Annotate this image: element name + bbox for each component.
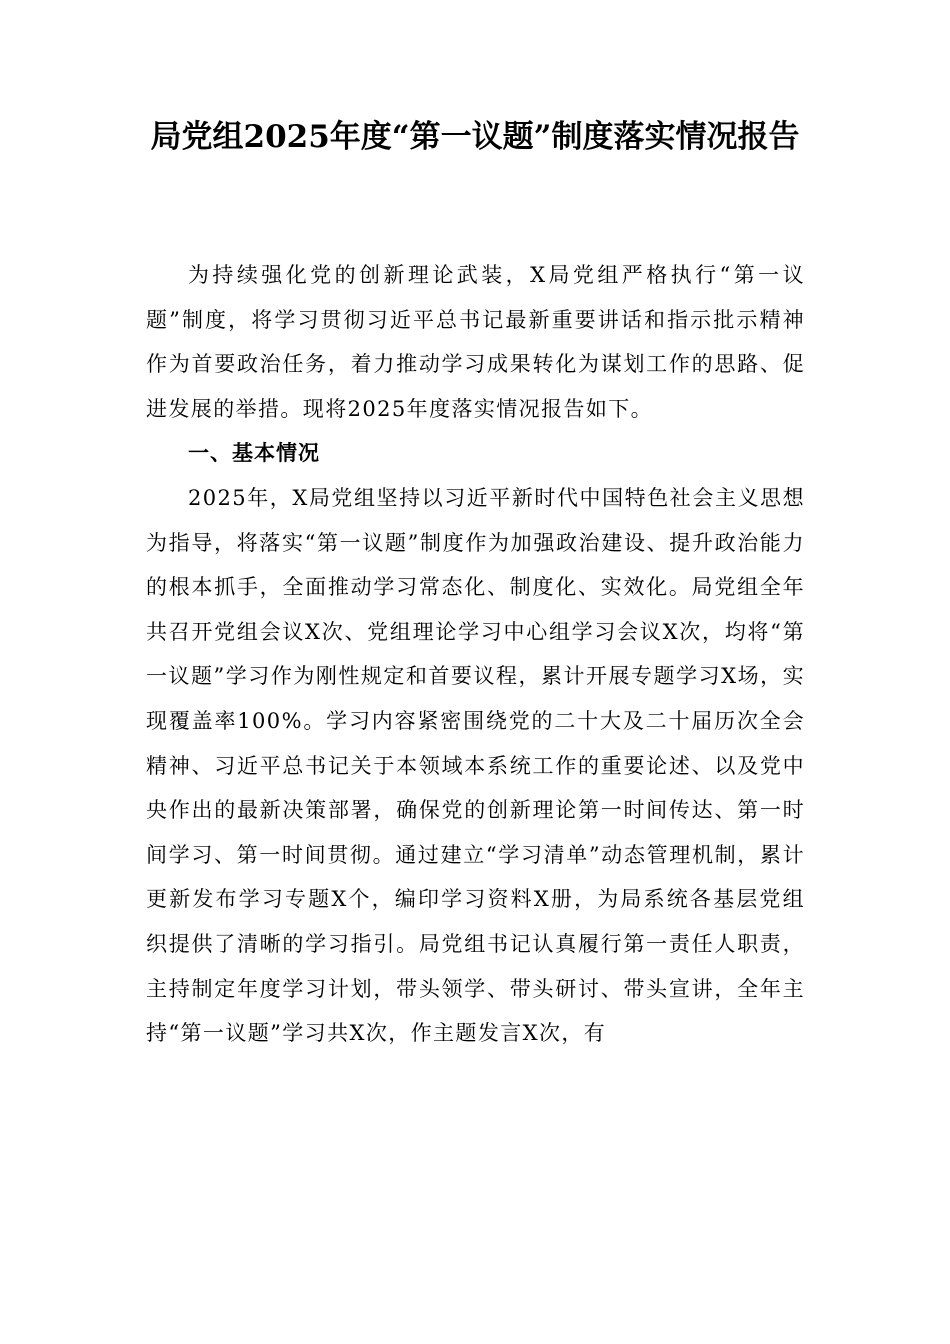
section-heading-basic-situation: 一、基本情况 — [188, 441, 320, 466]
document-title: 局党组2025年度“第一议题”制度落实情况报告 — [150, 119, 800, 155]
section-paragraph-basic-situation: 2025年，X局党组坚持以习近平新时代中国特色社会主义思想为指导，将落实“第一议题”制度作为加强政治建设、提升政治能力的根本抓手，全面推动学习常态化、制度化、实效化。局党组全年共召开党组会议X次、党组理论学习中心组学习会议X次，均将“第一议题”学习作为刚性规定和首要议程，累计开展专题学习X场，实现覆盖率100%。学习内容紧密围绕党的二十大及二十届历次全会精神、习近平总书记关于本领域本系统工作的重要论述、以及党中央作出的最新决策部署，确保党的创新理论第一时间传达、第一时间学习、第一时间贯彻。通过建立“学习清单”动态管理机制，累计更新发布学习专题X个，编印学习资料X册，为局系统各基层党组织提供了清晰的学习指引。局党组书记认真履行第一责任人职责，主持制定年度学习计划，带头领学、带头研讨、带头宣讲，全年主持“第一议题”学习共X次，作主题发言X次，有 — [146, 485, 805, 1046]
document-body — [146, 253, 805, 1056]
intro-paragraph: 为持续强化党的创新理论武装，X局党组严格执行“第一议题”制度，将学习贯彻习近平总书记最新重要讲话和指示批示精神作为首要政治任务，着力推动学习成果转化为谋划工作的思路、促进发展的举措。现将2025年度落实情况报告如下。 — [146, 263, 805, 421]
